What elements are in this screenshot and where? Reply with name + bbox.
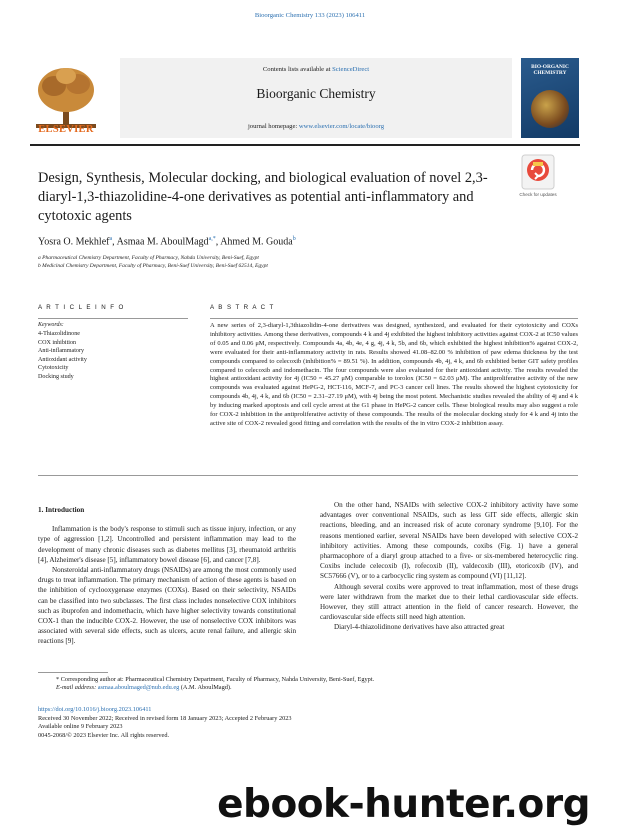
article-info-heading: A R T I C L E I N F O	[38, 304, 125, 311]
abstract-bottom-divider	[38, 475, 578, 476]
received-dates: Received 30 November 2022; Received in revised form 18 January 2023; Accepted 2 February 2023	[38, 714, 292, 722]
homepage-line	[120, 123, 512, 130]
paragraph: Diaryl-4-thiazolidinone derivatives have also attracted great	[334, 623, 505, 632]
journal-cover[interactable]	[521, 58, 579, 138]
author-sup[interactable]: a	[109, 236, 113, 242]
left-column	[38, 505, 296, 647]
footnote-divider	[38, 672, 108, 673]
abstract-heading: A B S T R A C T	[210, 304, 275, 311]
contents-prefix: Contents lists available at	[262, 66, 333, 73]
homepage-link[interactable]: www.elsevier.com/locate/bioorg	[298, 123, 385, 130]
author-list: Yosra O. Mekhlef$^a$, Asmaa M. AboulMagd$^{a,*}$, Ahmed M. Gouda$^b$	[38, 236, 296, 248]
keywords-label: Keywords:	[38, 322, 64, 328]
contents-line	[120, 66, 512, 73]
abstract-divider	[210, 318, 578, 319]
author-sup[interactable]: a,*	[208, 236, 216, 242]
author-name: Ahmed M. Gouda	[220, 236, 293, 248]
keyword: Docking study	[38, 373, 74, 380]
sciencedirect-link[interactable]: ScienceDirect	[332, 66, 370, 73]
check-updates-icon[interactable]	[521, 154, 555, 190]
journal-reference[interactable]: Bioorganic Chemistry 133 (2023) 106411	[254, 12, 366, 19]
publication-info	[38, 706, 338, 740]
watermark-text: ebook-hunter.org	[217, 782, 590, 827]
author-sup[interactable]: b	[292, 236, 296, 242]
keyword: Antioxidant activity	[38, 356, 87, 363]
paragraph: Nonsteroidal anti-inflammatory drugs (NSAIDs) are among the most commonly used drugs to treat inflammation. The primary mechanism of action of these agents is based on the inhibition of cyclooxygenase enzymes (COXs). Based on their selectivity, NSAIDs can be classified into two subclasses. The first class includes nonselective COX inhibitors such as ibuprofen and indomethacin, which have higher selectivity towards constitutional COX-1 than the inducible COX-2. However, the use of nonselective COX inhibitors was associated with several side effects, such as ulcers, acute renal failure, and allergic skin reactions [9].	[38, 566, 296, 646]
copyright: 0045-2068/© 2023 Elsevier Inc. All rights reserved.	[38, 731, 170, 739]
doi-link[interactable]: https://doi.org/10.1016/j.bioorg.2023.106411	[38, 706, 152, 713]
paragraph: Although several coxibs were approved to treat inflammation, most of these drugs were later withdrawn from the market due to their lethal cardiovascular side effects. However, they still attract attention in the field of cancer research. However, the cardiovascular side effects still need high attention.	[320, 582, 578, 622]
homepage-prefix: journal homepage:	[247, 123, 299, 130]
footnote	[38, 676, 578, 692]
keywords-list	[38, 330, 188, 382]
article-title: Design, Synthesis, Molecular docking, and biological evaluation of novel 2,3-diaryl-1,3-thiazolidine-4-one derivatives as potential anti-inflammatory and cytotoxic agents	[38, 170, 488, 224]
publisher-name: ELSEVIER	[38, 124, 94, 135]
keyword: Anti-inflammatory	[38, 348, 85, 355]
email-link[interactable]: asmaa.aboulmaged@nub.edu.eg	[97, 684, 180, 692]
affiliation: a Pharmaceutical Chemistry Department, Faculty of Pharmacy, Nahda University, Beni-Suef, Egypt	[38, 255, 259, 261]
available-online: Available online 9 February 2023	[38, 723, 123, 731]
check-updates-label[interactable]: Check for updates	[519, 192, 557, 197]
abstract-text: A new series of 2,3-diaryl-1,3thiazolidin-4-one derivatives was designed, synthesized, and evaluated for their cytotoxicity and COXs inhibitory activities. Among these derivatives, compounds 4 k and 4j exhibited the highest inhibitory activities against COX-2 at IC50 values of 0.05 and 0.06 μM, respectively. Compounds 4a, 4b, 4e, 4 g, 4j, 4 k, 5b, and 6b, which exhibited the highest inhibition% against COX-2, were evaluated for their anti-inflammatory activity in rats. Results showed 41.08–82.00 % inhibition of paw edema thickness by the test compounds compared to celecoxib (inhibition% = 89.51 %). In addition, compounds 4b, 4j, 4 k, and 6b exhibited better GIT safety profiles compared to celecoxib and indomethacin. The four compounds were also evaluated for their antioxidant activity. The results revealed the highest antioxidant activity for 4j (IC50 = 45.27 μM) comparable to torolox (IC50 = 62.03 μM). The antiproliferative activity of the new compounds was evaluated against HePG-2, HCT-116, MCF-7, and PC-3 cancer cell lines. The results showed the highest cytotoxicity for compounds 4b, 4j, 4 k, and 6b (IC50 = 2.31–27.19 μM), with 4j being the most potent. Mechanistic studies revealed the ability of 4j and 4 k by inducing marked apoptosis and cell cycle arrest at the G1 phase in HePG-2 cancer cells. These biological results may also suggest a role for COX-2 inhibition in the antiproliferative activity of these compounds. The results of the molecular docking study for 4 k and 4j into the active site of COX-2 revealed good fitting and correlation with the results of the in vitro COX-2 inhibition assay.	[210, 322, 578, 427]
keyword: Cytotoxicity	[38, 365, 69, 372]
journal-name: Bioorganic Chemistry	[256, 86, 376, 101]
email-line	[38, 684, 578, 692]
author-name: Yosra O. Mekhlef	[38, 236, 110, 248]
email-label: E-mail address:	[56, 684, 98, 692]
keywords-divider	[38, 318, 188, 319]
email-suffix: (A.M. AboulMagd).	[179, 684, 232, 692]
keyword: 4-Thiazolidinone	[38, 331, 80, 337]
paragraph: On the other hand, NSAIDs with selective COX-2 inhibitory activity have some advantages over conventional NSAIDs, such as less GIT side effects, allergic skin reactions, bleeding, and an increased risk of acute coronary syndrome [9,10]. For the reasons mentioned earlier, several NSAIDs have been developed with selective COX-2 inhibitory activities. Among these compounds, coxibs (Fig. 1) have a general pharmacophore of a diaryl group attached to a five- or six-membered heterocyclic ring. Coxibs include celecoxib (I), rofecoxib (II), valdecoxib (III), etoricoxib (IV), and SC57666 (V), or to a carbocyclic ring system as compound (VI) [11,12].	[320, 501, 578, 581]
introduction-heading: 1. Introduction	[38, 506, 85, 514]
author-name: Asmaa M. AboulMagd	[116, 236, 209, 248]
cover-image	[531, 90, 569, 128]
header-divider	[30, 144, 580, 146]
keyword: COX inhibition	[38, 339, 77, 346]
affiliation: b Medicinal Chemistry Department, Faculty of Pharmacy, Beni-Suef University, Beni-Suef 62514, Egypt	[38, 263, 268, 269]
right-column	[320, 500, 578, 633]
corresponding-note: * Corresponding author at: Pharmaceutical Chemistry Department, Faculty of Pharmacy, Nahda University, Beni-Suef, Egypt.	[56, 676, 375, 683]
paragraph: Inflammation is the body's response to stimuli such as tissue injury, infection, or any type of aggression [1,2]. Uncontrolled and persistent inflammation may lead to the development of many chronic diseases such as diabetes mellitus [3], rheumatoid arthritis [4], Alzheimer's disease [5], inflammatory bowel disease [6], and cancer [7,8].	[38, 525, 296, 564]
cover-title: BIO-ORGANIC CHEMISTRY	[531, 64, 569, 76]
